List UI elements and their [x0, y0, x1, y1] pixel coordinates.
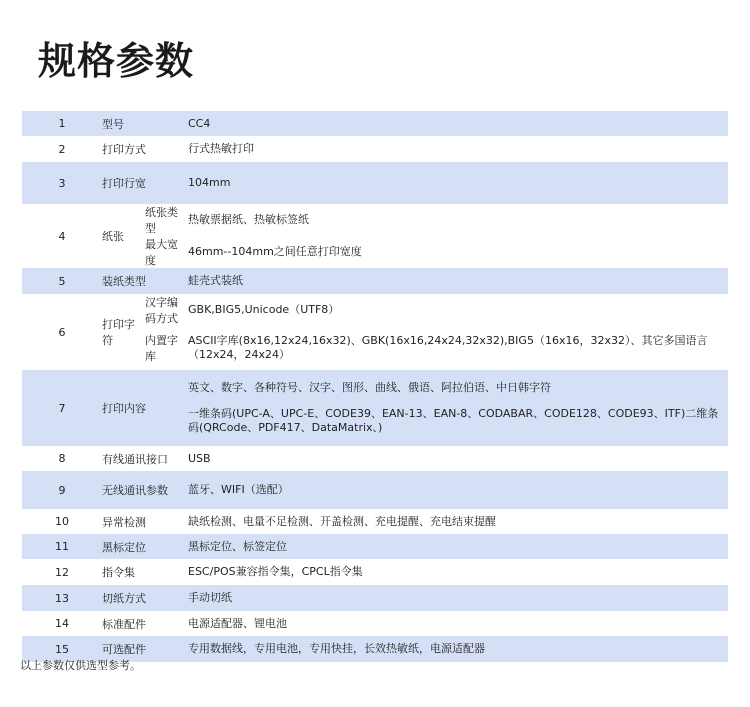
spec-table [22, 111, 728, 662]
param-name: 切纸方式 [102, 585, 188, 611]
table-row [22, 585, 728, 611]
row-number: 5 [22, 268, 102, 294]
param-name: 指令集 [102, 559, 188, 585]
table-row [22, 534, 728, 559]
table-row [22, 136, 728, 162]
row-number: 9 [22, 471, 102, 509]
table-row [22, 162, 728, 204]
row-number: 8 [22, 446, 102, 471]
param-name: 打印字符 [102, 294, 145, 370]
param-value: USB [188, 446, 728, 471]
footnote: 以上参数仅供选型参考。 [20, 659, 141, 672]
row-number: 15 [22, 636, 102, 662]
param-value: ASCII字库(8x16,12x24,16x32)、GBK(16x16,24x24,32x32),BIG5（16x16，32x32）、其它多国语言（12x24，24x24） [188, 326, 728, 370]
param-value: 黑标定位、标签定位 [188, 534, 728, 559]
row-number: 7 [22, 370, 102, 446]
row-number: 12 [22, 559, 102, 585]
param-value: 蛙壳式装纸 [188, 268, 728, 294]
row-number: 14 [22, 611, 102, 636]
row-number: 10 [22, 509, 102, 534]
line-gap [188, 395, 728, 407]
param-name: 异常检测 [102, 509, 188, 534]
value-line: 英文、数字、各种符号、汉字、图形、曲线、俄语、阿拉伯语、中日韩字符 [188, 381, 551, 394]
table-row [22, 204, 728, 236]
row-number: 2 [22, 136, 102, 162]
sub-param-name: 纸张类型 [145, 204, 188, 236]
table-row [22, 268, 728, 294]
param-name: 可选配件 [102, 636, 188, 662]
param-value: ESC/POS兼容指令集，CPCL指令集 [188, 559, 728, 585]
row-number: 4 [22, 204, 102, 268]
row-number: 11 [22, 534, 102, 559]
param-name: 无线通讯参数 [102, 471, 188, 509]
param-name: 型号 [102, 111, 188, 136]
param-value: 46mm--104mm之间任意打印宽度 [188, 236, 728, 268]
param-name: 纸张 [102, 204, 145, 268]
param-name: 打印行宽 [102, 162, 188, 204]
table-row [22, 111, 728, 136]
param-value: 缺纸检测、电量不足检测、开盖检测、充电提醒、充电结束提醒 [188, 509, 728, 534]
value-line: 一维条码(UPC-A、UPC-E、CODE39、EAN-13、EAN-8、CODABAR、CODE128、CODE93、ITF)二维条码(QRCode、PDF417、DataMatrix、) [188, 407, 719, 434]
param-name: 标准配件 [102, 611, 188, 636]
row-number: 13 [22, 585, 102, 611]
param-value [188, 370, 728, 446]
param-value: CC4 [188, 111, 728, 136]
param-value: 专用数据线，专用电池，专用快挂，长效热敏纸，电源适配器 [188, 636, 728, 662]
row-number: 3 [22, 162, 102, 204]
sub-param-name: 最大宽度 [145, 236, 188, 268]
table-row [22, 559, 728, 585]
param-value: 热敏票据纸、热敏标签纸 [188, 204, 728, 236]
sub-param-name: 汉字编码方式 [145, 294, 188, 326]
param-name: 装纸类型 [102, 268, 188, 294]
param-value: 电源适配器、锂电池 [188, 611, 728, 636]
table-row [22, 370, 728, 446]
row-number: 6 [22, 294, 102, 370]
param-name: 黑标定位 [102, 534, 188, 559]
param-name: 打印内容 [102, 370, 188, 446]
table-row [22, 446, 728, 471]
param-value: 手动切纸 [188, 585, 728, 611]
table-row [22, 611, 728, 636]
row-number: 1 [22, 111, 102, 136]
table-row [22, 509, 728, 534]
sub-param-name: 内置字库 [145, 326, 188, 370]
param-name: 有线通讯接口 [102, 446, 188, 471]
param-value: 行式热敏打印 [188, 136, 728, 162]
table-row [22, 471, 728, 509]
param-name: 打印方式 [102, 136, 188, 162]
param-value: 蓝牙、WIFI（选配） [188, 471, 728, 509]
table-row [22, 294, 728, 326]
param-value: GBK,BIG5,Unicode（UTF8） [188, 294, 728, 326]
page-title: 规格参数 [38, 39, 195, 83]
param-value: 104mm [188, 162, 728, 204]
